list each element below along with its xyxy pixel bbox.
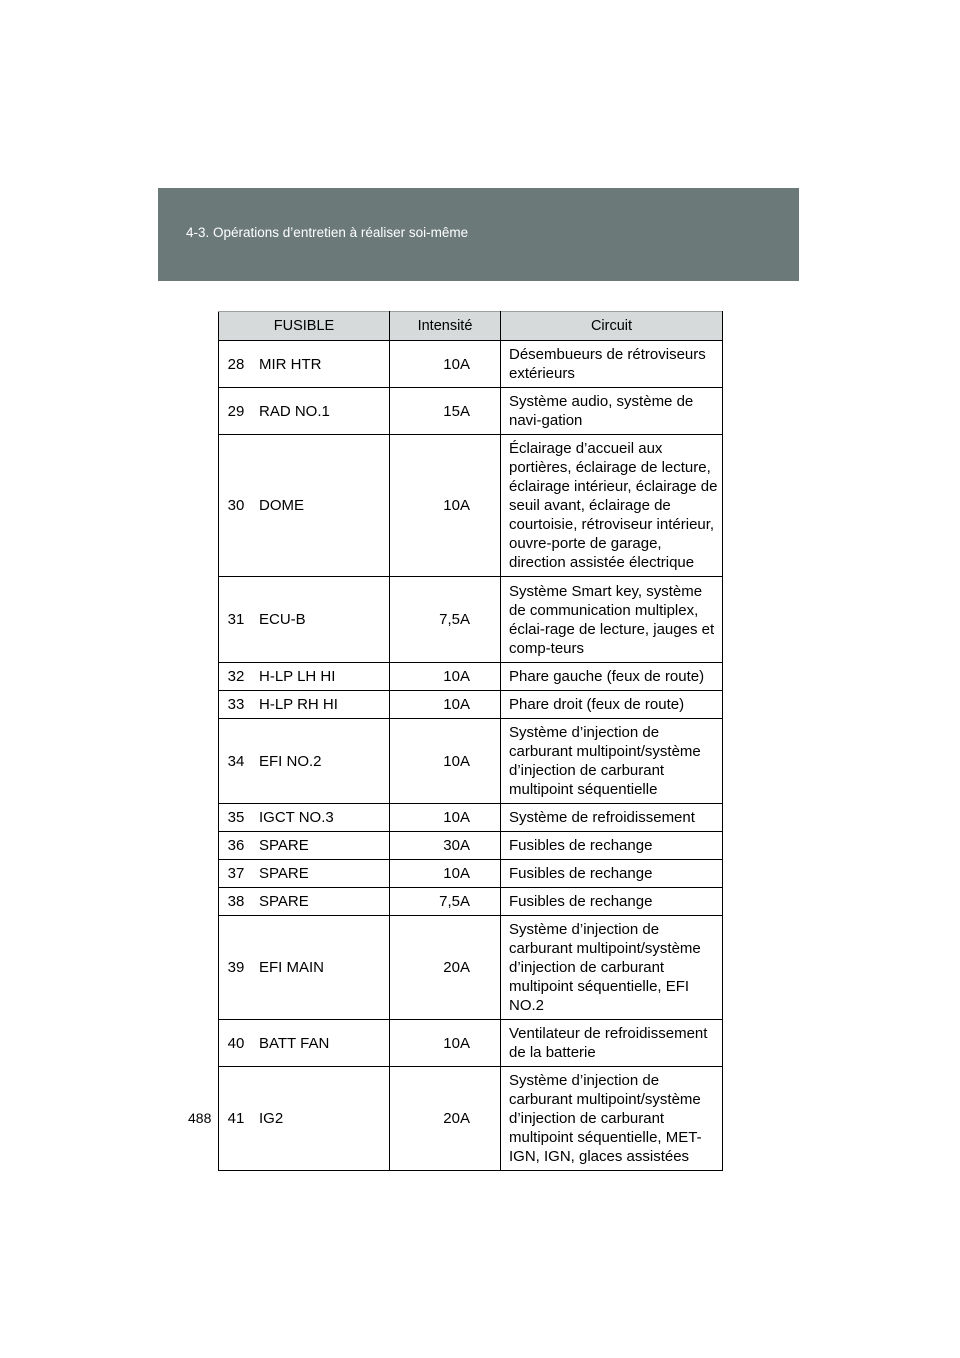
fuse-circuit: Fusibles de rechange (501, 860, 723, 888)
fuse-number: 39 (219, 916, 254, 1020)
fuse-amperage: 10A (390, 691, 501, 719)
fuse-number: 38 (219, 888, 254, 916)
table-row (219, 804, 723, 832)
fuse-number: 31 (219, 577, 254, 663)
fuse-amperage: 15A (390, 388, 501, 435)
fuse-name: IG2 (253, 1067, 390, 1171)
fuse-number: 34 (219, 719, 254, 804)
table-row (219, 1067, 723, 1171)
fuse-amperage: 10A (390, 341, 501, 388)
fuse-amperage: 20A (390, 916, 501, 1020)
fuse-name: SPARE (253, 832, 390, 860)
table-row (219, 388, 723, 435)
fuse-name: EFI NO.2 (253, 719, 390, 804)
fuse-table (218, 311, 723, 1171)
fuse-amperage: 7,5A (390, 888, 501, 916)
fuse-circuit: Système de refroidissement (501, 804, 723, 832)
fuse-name: EFI MAIN (253, 916, 390, 1020)
fuse-number: 36 (219, 832, 254, 860)
fuse-amperage: 10A (390, 663, 501, 691)
fuse-circuit: Éclairage d’accueil aux portières, éclairage de lecture, éclairage intérieur, éclairage de seuil avant, éclairage de courtoisie, rétroviseur intérieur, ouvre-porte de garage, direction assistée électrique (501, 435, 723, 577)
fuse-number: 35 (219, 804, 254, 832)
table-header-row (219, 312, 723, 341)
fuse-number: 37 (219, 860, 254, 888)
table-row (219, 832, 723, 860)
fuse-amperage: 10A (390, 804, 501, 832)
fuse-circuit: Système Smart key, système de communication multiplex, éclai-rage de lecture, jauges et comp-teurs (501, 577, 723, 663)
fuse-name: MIR HTR (253, 341, 390, 388)
fuse-amperage: 10A (390, 1020, 501, 1067)
fuse-number: 32 (219, 663, 254, 691)
fuse-circuit: Système d’injection de carburant multipoint/système d’injection de carburant multipoint séquentielle, MET-IGN, IGN, glaces assistées (501, 1067, 723, 1171)
fuse-number: 41 (219, 1067, 254, 1171)
fuse-number: 29 (219, 388, 254, 435)
column-header-fuse: FUSIBLE (219, 312, 390, 341)
fuse-circuit: Fusibles de rechange (501, 832, 723, 860)
fuse-number: 30 (219, 435, 254, 577)
table-row (219, 888, 723, 916)
fuse-amperage: 10A (390, 435, 501, 577)
table-row (219, 1020, 723, 1067)
fuse-amperage: 7,5A (390, 577, 501, 663)
fuse-amperage: 10A (390, 719, 501, 804)
section-title: 4-3. Opérations d’entretien à réaliser soi-même (186, 225, 469, 240)
fuse-amperage: 20A (390, 1067, 501, 1171)
fuse-number: 33 (219, 691, 254, 719)
table-row (219, 663, 723, 691)
fuse-name: IGCT NO.3 (253, 804, 390, 832)
fuse-name: ECU-B (253, 577, 390, 663)
table-row (219, 916, 723, 1020)
section-header-band (158, 188, 799, 281)
fuse-name: RAD NO.1 (253, 388, 390, 435)
fuse-circuit: Système d’injection de carburant multipoint/système d’injection de carburant multipoint séquentielle, EFI NO.2 (501, 916, 723, 1020)
table-row (219, 577, 723, 663)
table-row (219, 341, 723, 388)
fuse-number: 28 (219, 341, 254, 388)
fuse-circuit: Système d’injection de carburant multipoint/système d’injection de carburant multipoint séquentielle (501, 719, 723, 804)
fuse-circuit: Phare gauche (feux de route) (501, 663, 723, 691)
table-row (219, 860, 723, 888)
fuse-circuit: Système audio, système de navi-gation (501, 388, 723, 435)
page-number: 488 (188, 1110, 212, 1126)
fuse-name: H-LP RH HI (253, 691, 390, 719)
fuse-circuit: Ventilateur de refroidissement de la batterie (501, 1020, 723, 1067)
table-row (219, 435, 723, 577)
fuse-number: 40 (219, 1020, 254, 1067)
fuse-name: SPARE (253, 860, 390, 888)
fuse-name: H-LP LH HI (253, 663, 390, 691)
column-header-amperage: Intensité (390, 312, 501, 341)
fuse-circuit: Désembueurs de rétroviseurs extérieurs (501, 341, 723, 388)
column-header-circuit: Circuit (501, 312, 723, 341)
fuse-name: DOME (253, 435, 390, 577)
fuse-circuit: Fusibles de rechange (501, 888, 723, 916)
table-row (219, 691, 723, 719)
fuse-name: SPARE (253, 888, 390, 916)
table-row (219, 719, 723, 804)
fuse-circuit: Phare droit (feux de route) (501, 691, 723, 719)
fuse-amperage: 30A (390, 832, 501, 860)
fuse-name: BATT FAN (253, 1020, 390, 1067)
fuse-amperage: 10A (390, 860, 501, 888)
